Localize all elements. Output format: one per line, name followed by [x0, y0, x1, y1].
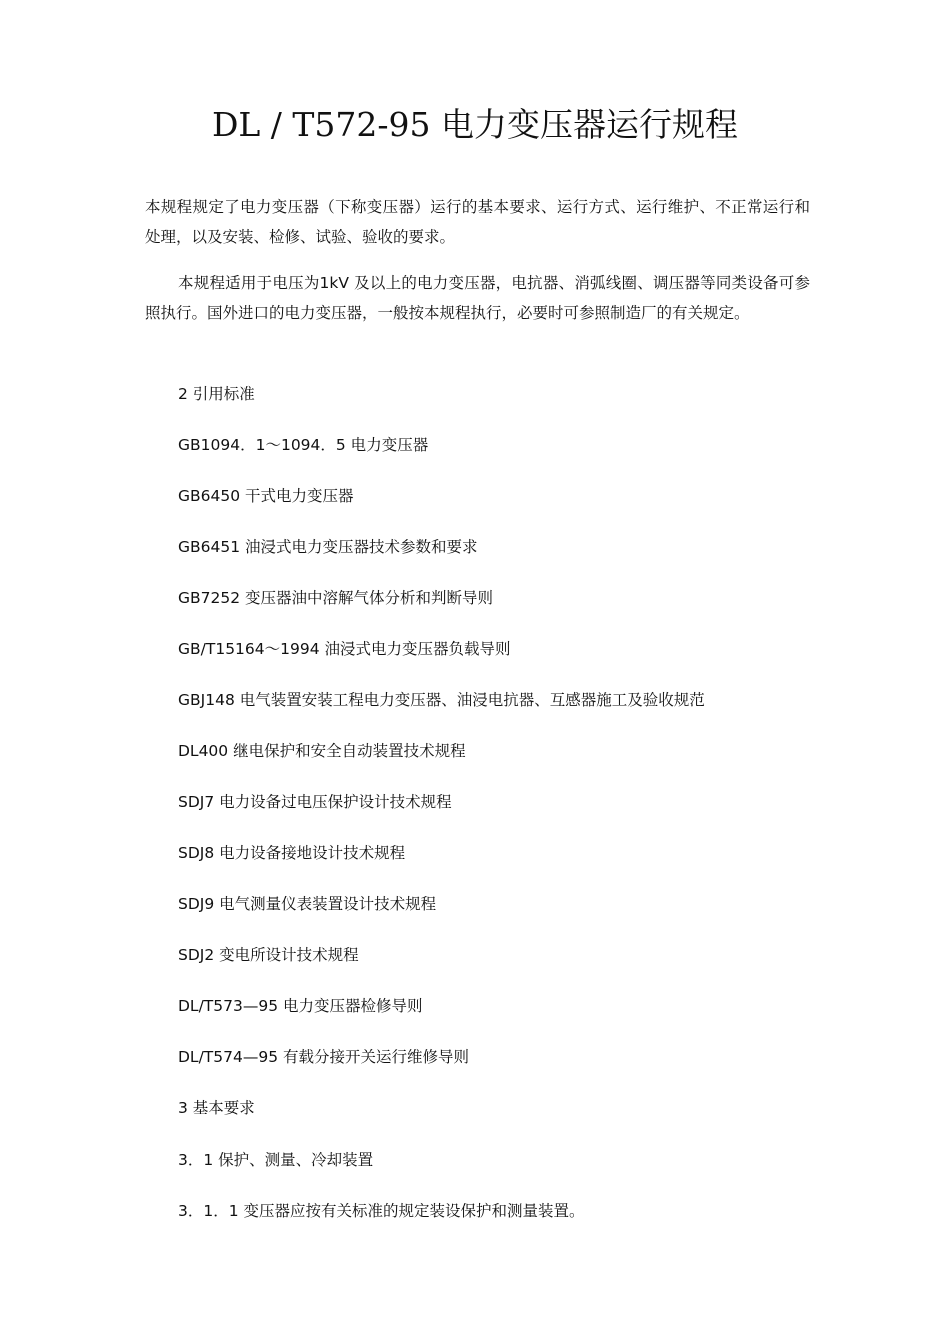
reference-item: SDJ7 电力设备过电压保护设计技术规程	[178, 793, 452, 811]
reference-item: GB6450 干式电力变压器	[178, 487, 354, 505]
intro-paragraph-applicability: 本规程适用于电压为1kV 及以上的电力变压器，电抗器、消弧线圈、调压器等同类设备可参照执行。国外进口的电力变压器，一般按本规程执行，必要时可参照制造厂的有关规定。	[145, 274, 810, 322]
clause-text: 3．1．1 变压器应按有关标准的规定装设保护和测量装置。	[178, 1202, 585, 1220]
reference-item: SDJ9 电气测量仪表装置设计技术规程	[178, 895, 437, 913]
reference-item: GB7252 变压器油中溶解气体分析和判断导则	[178, 589, 494, 607]
reference-item: GB6451 油浸式电力变压器技术参数和要求	[178, 538, 478, 556]
reference-item: GB1094．1～1094．5 电力变压器	[178, 436, 429, 454]
section-heading-basic-requirements: 3 基本要求	[178, 1099, 255, 1117]
reference-item: DL/T574—95 有载分接开关运行维修导则	[178, 1048, 469, 1066]
reference-item: DL/T573—95 电力变压器检修导则	[178, 997, 423, 1015]
reference-item: SDJ8 电力设备接地设计技术规程	[178, 844, 406, 862]
reference-item: GB/T15164～1994 油浸式电力变压器负载导则	[178, 640, 511, 658]
reference-item: SDJ2 变电所设计技术规程	[178, 946, 359, 964]
intro-paragraph-scope: 本规程规定了电力变压器（下称变压器）运行的基本要求、运行方式、运行维护、不正常运行和处理，以及安装、检修、试验、验收的要求。	[145, 198, 810, 246]
document-title: DL / T572-95 电力变压器运行规程	[211, 105, 739, 144]
reference-item: DL400 继电保护和安全自动装置技术规程	[178, 742, 466, 760]
reference-item: GBJ148 电气装置安装工程电力变压器、油浸电抗器、互感器施工及验收规范	[178, 691, 705, 709]
subsection-heading-protection: 3．1 保护、测量、冷却装置	[178, 1151, 374, 1169]
section-heading-references: 2 引用标准	[178, 385, 255, 403]
